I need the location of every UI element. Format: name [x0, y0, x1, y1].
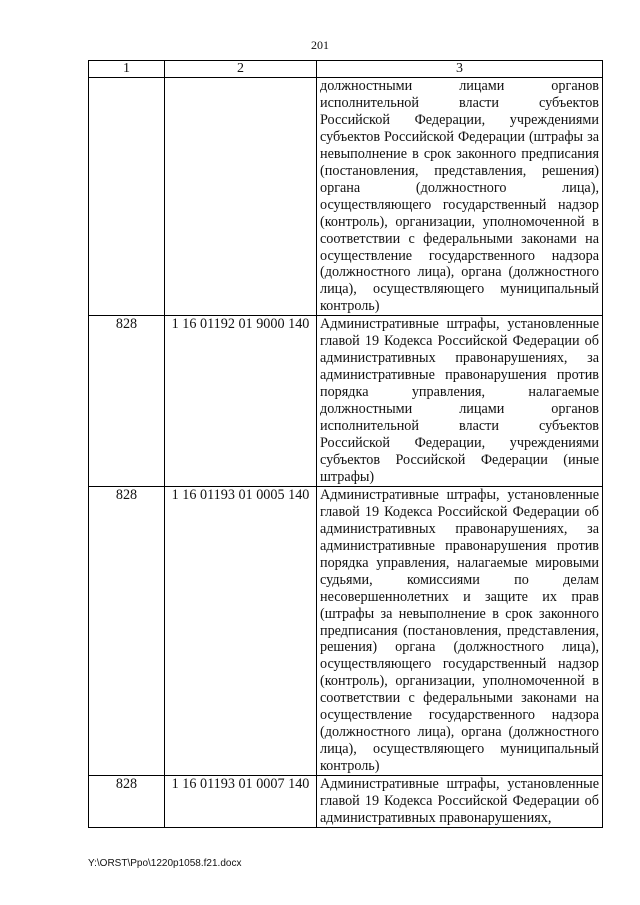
header-col-1: 1	[89, 61, 165, 78]
admin-code-cell: 828	[89, 776, 165, 828]
table-row	[89, 776, 603, 828]
document-table	[88, 60, 603, 828]
admin-code-cell	[89, 78, 165, 316]
kbk-code-cell: 1 16 01192 01 9000 140	[165, 316, 317, 487]
description-cell: Административные штрафы, установленные главой 19 Кодекса Российской Федерации об административных правонарушениях, за административные правонарушения против порядка управления, налагаемые мировыми судьями, комиссиями по делам несовершеннолетних и защите их прав (штрафы за невыполнение в срок законного предписания (постановления, представления, решения) органа (должностного лица), осуществляющего государственный надзор (контроль), организации, уполномоченной в соответствии с федеральными законами на осуществление государственного надзора (должностного лица), органа (должностного лица), осуществляющего муниципальный контроль)	[317, 486, 603, 775]
header-col-3: 3	[317, 61, 603, 78]
header-col-2: 2	[165, 61, 317, 78]
kbk-code-cell	[165, 78, 317, 316]
table-header-row	[89, 61, 603, 78]
description-cell: должностными лицами органов исполнительной власти субъектов Российской Федерации, учреждениями субъектов Российской Федерации (штрафы за невыполнение в срок законного предписания (постановления, представления, решения) органа (должностного лица), осуществляющего государственный надзор (контроль), организации, уполномоченной в соответствии с федеральными законами на осуществление государственного надзора (должностного лица), органа (должностного лица), осуществляющего муниципальный контроль)	[317, 78, 603, 316]
file-path-footer: Y:\ORST\Ppo\1220p1058.f21.docx	[88, 858, 242, 869]
page-number: 201	[311, 38, 329, 52]
admin-code-cell: 828	[89, 486, 165, 775]
kbk-code-cell: 1 16 01193 01 0007 140	[165, 776, 317, 828]
admin-code-cell: 828	[89, 316, 165, 487]
kbk-code-cell: 1 16 01193 01 0005 140	[165, 486, 317, 775]
table-row	[89, 316, 603, 487]
description-cell: Административные штрафы, установленные главой 19 Кодекса Российской Федерации об административных правонарушениях,	[317, 776, 603, 828]
table-row	[89, 78, 603, 316]
table-row	[89, 486, 603, 775]
description-cell: Административные штрафы, установленные главой 19 Кодекса Российской Федерации об административных правонарушениях, за административные правонарушения против порядка управления, налагаемые должностными лицами органов исполнительной власти субъектов Российской Федерации, учреждениями субъектов Российской Федерации (иные штрафы)	[317, 316, 603, 487]
